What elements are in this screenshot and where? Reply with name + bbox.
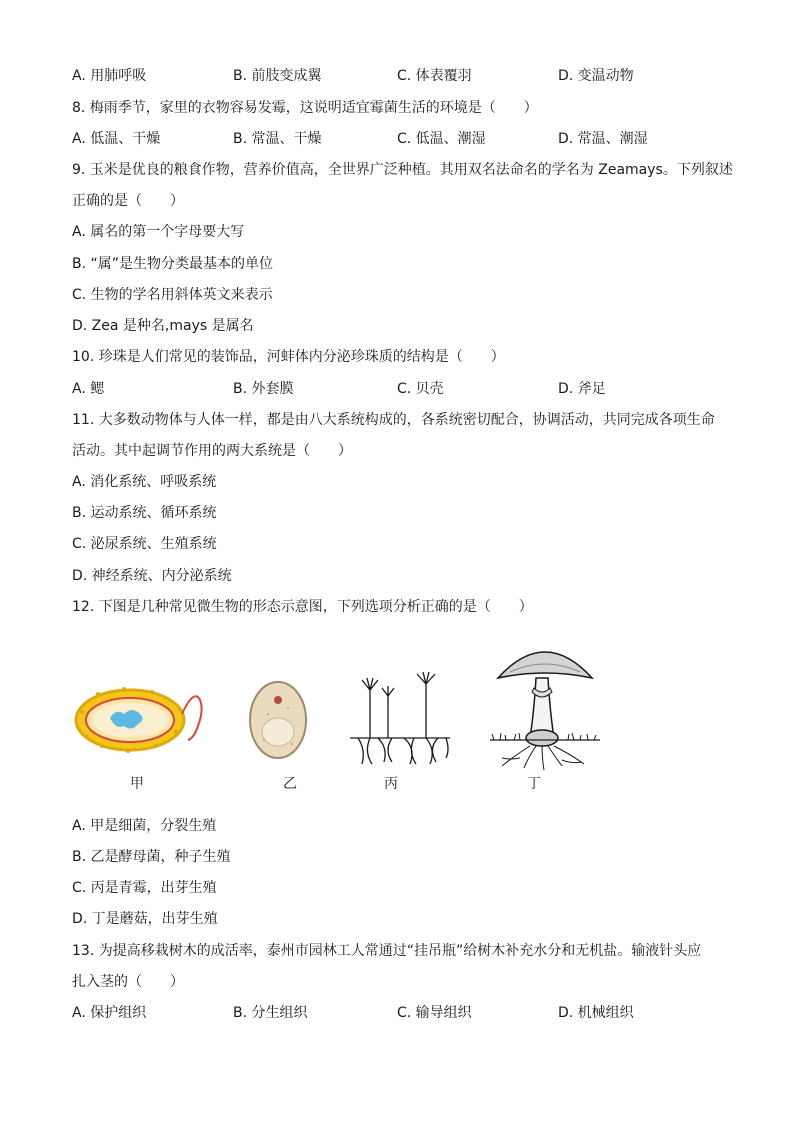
q10-option-d[interactable]: D. 斧足 [558, 381, 606, 397]
q11-option-a[interactable]: A. 消化系统、呼吸系统 [72, 474, 217, 490]
q13-option-c[interactable]: C. 输导组织 [397, 1005, 472, 1021]
q12-stem: 12. 下图是几种常见微生物的形态示意图，下列选项分析正确的是（ ） [72, 599, 533, 615]
q8-option-b[interactable]: B. 常温、干燥 [233, 131, 322, 147]
q12-option-d[interactable]: D. 丁是蘑菇，出芽生殖 [72, 911, 218, 927]
q11-option-c[interactable]: C. 泌尿系统、生殖系统 [72, 536, 217, 552]
figure-label-ding: 丁 [527, 776, 541, 792]
figure-label-yi: 乙 [283, 776, 297, 792]
q10-option-a[interactable]: A. 鳃 [72, 381, 105, 397]
q8-option-c[interactable]: C. 低温、潮湿 [397, 131, 486, 147]
q10-options [72, 379, 732, 399]
q7-option-a[interactable]: A. 用肺呼吸 [72, 68, 147, 84]
q11-stem-line1: 11. 大多数动物体与人体一样，都是由八大系统构成的，各系统密切配合，协调活动，共同完成各项生命 [72, 412, 715, 428]
q9-option-d[interactable]: D. Zea 是种名,mays 是属名 [72, 318, 254, 334]
q7-option-d[interactable]: D. 变温动物 [558, 68, 634, 84]
q7-option-c[interactable]: C. 体表覆羽 [397, 68, 472, 84]
q9-stem-line1: 9. 玉米是优良的粮食作物，营养价值高，全世界广泛种植。其用双名法命名的学名为 Zeamays。下列叙述 [72, 162, 733, 178]
q9-option-b[interactable]: B. “属”是生物分类最基本的单位 [72, 256, 274, 272]
q8-option-d[interactable]: D. 常温、潮湿 [558, 131, 648, 147]
q9-option-a[interactable]: A. 属名的第一个字母要大写 [72, 224, 245, 240]
q8-stem: 8. 梅雨季节，家里的衣物容易发霉，这说明适宜霉菌生活的环境是（ ） [72, 100, 538, 116]
q13-option-b[interactable]: B. 分生组织 [233, 1005, 308, 1021]
q8-options [72, 129, 732, 149]
q12-option-a[interactable]: A. 甲是细菌，分裂生殖 [72, 818, 217, 834]
q13-option-d[interactable]: D. 机械组织 [558, 1005, 634, 1021]
mushroom-illustration [490, 642, 600, 772]
q8-option-a[interactable]: A. 低温、干燥 [72, 131, 161, 147]
q12-option-c[interactable]: C. 丙是青霉，出芽生殖 [72, 880, 217, 896]
figure-label-bing: 丙 [384, 776, 398, 792]
q13-options [72, 1003, 732, 1023]
q10-option-c[interactable]: C. 贝壳 [397, 381, 444, 397]
figure-label-jia: 甲 [130, 776, 144, 792]
q11-option-d[interactable]: D. 神经系统、内分泌系统 [72, 568, 232, 584]
q13-stem-line1: 13. 为提高移栽树木的成活率，泰州市园林工人常通过“挂吊瓶”给树木补充水分和无机盐。输液针头应 [72, 943, 702, 959]
q9-option-c[interactable]: C. 生物的学名用斜体英文来表示 [72, 287, 273, 303]
q10-option-b[interactable]: B. 外套膜 [233, 381, 294, 397]
q7-options [72, 66, 732, 86]
q12-option-b[interactable]: B. 乙是酵母菌，种子生殖 [72, 849, 231, 865]
q11-option-b[interactable]: B. 运动系统、循环系统 [72, 505, 217, 521]
yeast-illustration [246, 678, 310, 762]
q13-stem-line2: 扎入茎的（ ） [72, 974, 184, 990]
microbe-figure [72, 636, 632, 796]
q10-stem: 10. 珍珠是人们常见的装饰品，河蚌体内分泌珍珠质的结构是（ ） [72, 349, 505, 365]
q9-stem-line2: 正确的是（ ） [72, 193, 184, 209]
penicillium-illustration [348, 670, 452, 770]
q13-option-a[interactable]: A. 保护组织 [72, 1005, 147, 1021]
q7-option-b[interactable]: B. 前肢变成翼 [233, 68, 322, 84]
q11-stem-line2: 活动。其中起调节作用的两大系统是（ ） [72, 443, 352, 459]
bacterium-illustration [72, 680, 212, 760]
